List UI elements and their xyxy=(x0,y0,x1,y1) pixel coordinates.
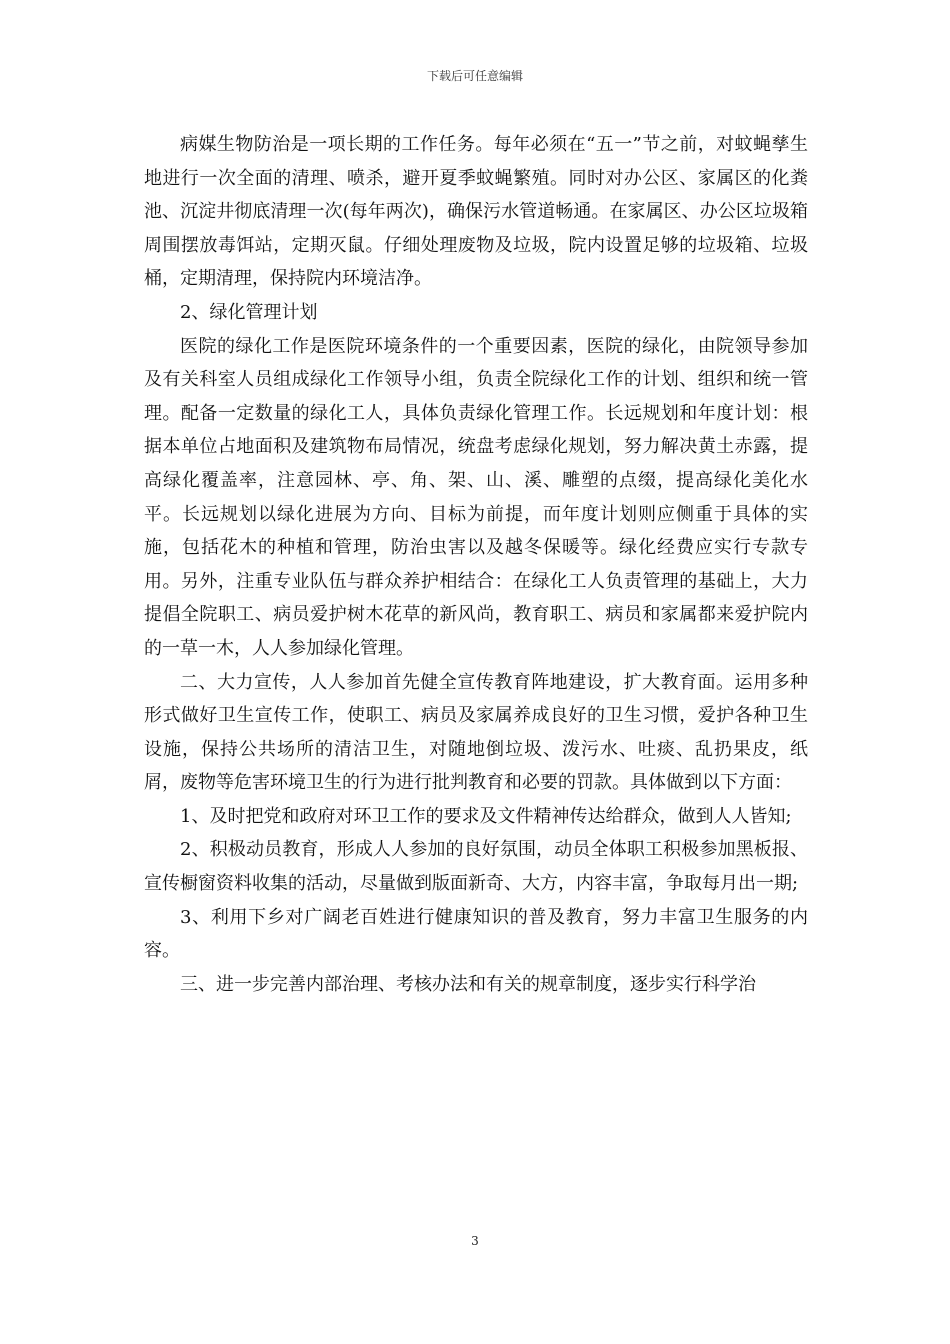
paragraph-greening-management: 医院的绿化工作是医院环境条件的一个重要因素，医院的绿化，由院领导参加及有关科室人员组成绿化工作领导小组，负责全院绿化工作的计划、组织和统一管理。配备一定数量的绿化工人，具体负责绿化管理工作。长远规划和年度计划：根据本单位占地面积及建筑物布局情况，统盘考虑绿化规划，努力解决黄土赤露，提高绿化覆盖率，注意园林、亭、角、架、山、溪、雕塑的点缀，提高绿化美化水平。长远规划以绿化进展为方向、目标为前提，而年度计划则应侧重于具体的实施，包括花木的种植和管理，防治虫害以及越冬保暖等。绿化经费应实行专款专用。另外，注重专业队伍与群众养护相结合：在绿化工人负责管理的基础上，大力提倡全院职工、病员爱护树木花草的新风尚，教育职工、病员和家属都来爱护院内的一草一木，人人参加绿化管理。 xyxy=(144,335,808,659)
document-body xyxy=(144,128,808,1001)
paragraph-vector-control: 病媒生物防治是一项长期的工作任务。每年必须在“五一”节之前，对蚊蝇孳生地进行一次全面的清理、喷杀，避开夏季蚊蝇繁殖。同时对办公区、家属区的化粪池、沉淀井彻底清理一次(每年两次)，确保污水管道畅通。在家属区、办公区垃圾箱周围摆放毒饵站，定期灭鼠。仔细处理废物及垃圾，院内设置足够的垃圾箱、垃圾桶，定期清理，保持院内环境洁净。 xyxy=(144,134,808,290)
heading-greening-plan: 2、绿化管理计划 xyxy=(180,301,318,323)
list-item-2: 2、积极动员教育，形成人人参加的良好氛围，动员全体职工积极参加黑板报、宣传橱窗资料收集的活动，尽量做到版面新奇、大方，内容丰富，争取每月出一期; xyxy=(144,839,808,895)
paragraph-internal-management: 三、进一步完善内部治理、考核办法和有关的规章制度，逐步实行科学治 xyxy=(180,973,756,995)
list-item-3: 3、利用下乡对广阔老百姓进行健康知识的普及教育，努力丰富卫生服务的内容。 xyxy=(144,906,808,962)
page-header: 下载后可任意编辑 xyxy=(426,69,523,83)
paragraph-publicity-education: 二、大力宣传，人人参加首先健全宣传教育阵地建设，扩大教育面。运用多种形式做好卫生宣传工作，使职工、病员及家属养成良好的卫生习惯，爱护各种卫生设施，保持公共场所的清洁卫生，对随地倒垃圾、泼污水、吐痰、乱扔果皮，纸屑，废物等危害环境卫生的行为进行批判教育和必要的罚款。具体做到以下方面： xyxy=(144,671,808,794)
list-item-1: 1、及时把党和政府对环卫工作的要求及文件精神传达给群众，做到人人皆知; xyxy=(180,805,792,827)
page-number: 3 xyxy=(471,1234,479,1248)
